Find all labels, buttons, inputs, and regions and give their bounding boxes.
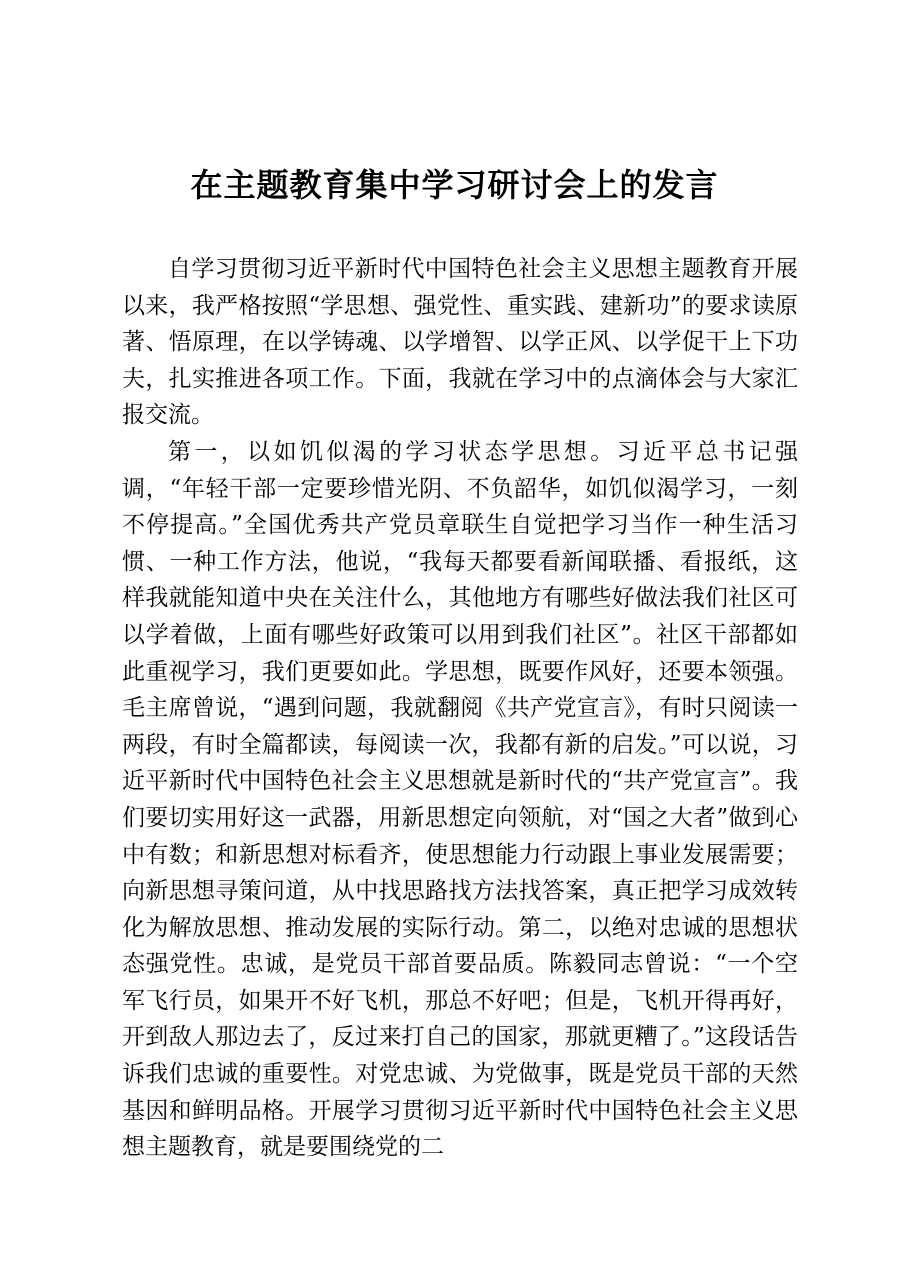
document-title: 在主题教育集中学习研讨会上的发言	[190, 166, 719, 204]
paragraph-first-point: 第一，以如饥似渴的学习状态学思想。习近平总书记强调，“年轻干部一定要珍惜光阴、不负韶华，如饥似渴学习，一刻不停提高。”全国优秀共产党员章联生自觉把学习当作一种生活习惯、一种工作方法，他说，“我每天都要看新闻联播、看报纸，这样我就能知道中央在关注什么，其他地方有哪些好做法我们社区可以学着做，上面有哪些好政策可以用到我们社区”。社区干部都如此重视学习，我们更要如此。学思想，既要作风好，还要本领强。毛主席曾说，“遇到问题，我就翻阅《共产党宣言》，有时只阅读一两段，有时全篇都读，每阅读一次，我都有新的启发。”可以说，习近平新时代中国特色社会主义思想就是新时代的“共产党宣言”。我们要切实用好这一武器，用新思想定向领航，对“国之大者”做到心中有数；和新思想对标看齐，使思想能力行动跟上事业发展需要；向新思想寻策问道，从中找思路找方法找答案，真正把学习成效转化为解放思想、推动发展的实际行动。第二，以绝对忠诚的思想状态强党性。忠诚，是党员干部首要品质。陈毅同志曾说：“一个空军飞行员，如果开不好飞机，那总不好吧；但是，飞机开得再好，开到敌人那边去了，反过来打自己的国家，那就更糟了。”这段话告诉我们忠诚的重要性。对党忠诚、为党做事，既是党员干部的天然基因和鲜明品格。开展学习贯彻习近平新时代中国特色社会主义思想主题教育，就是要围绕党的二	[122, 438, 798, 1161]
document-body	[122, 251, 798, 1166]
paragraph-intro: 自学习贯彻习近平新时代中国特色社会主义思想主题教育开展以来，我严格按照“学思想、强党性、重实践、建新功”的要求读原著、悟原理，在以学铸魂、以学增智、以学正风、以学促干上下功夫，扎实推进各项工作。下面，我就在学习中的点滴体会与大家汇报交流。	[122, 256, 798, 429]
